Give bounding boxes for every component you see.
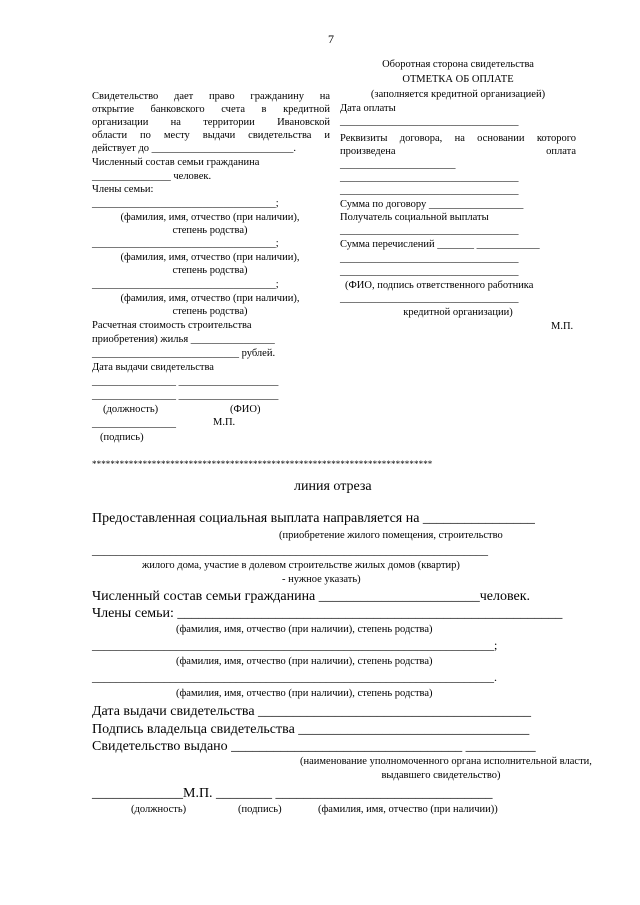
signature-fio-caption: (ФИО, подпись ответственного работника	[345, 280, 534, 291]
recipient-line: __________________________________	[340, 225, 519, 236]
intro-line-1: Свидетельство дает право гражданину на	[92, 91, 330, 102]
stub-fio-caption: (фамилия, имя, отчество (при наличии))	[318, 804, 498, 815]
stub-member-line-3: ___________________________________________________________________.	[92, 670, 497, 684]
purpose-caption-1: (приобретение жилого помещения, строительство	[279, 530, 503, 541]
sign-line: ________________	[92, 418, 176, 429]
requisites-blank-1: ______________________	[340, 159, 456, 170]
stub-position-caption: (должность)	[131, 804, 187, 815]
requisites-blank-2: __________________________________	[340, 172, 519, 183]
cost-line-3: ____________________________ рублей.	[92, 348, 276, 359]
purpose-caption-3: - нужное указать)	[282, 574, 361, 585]
family-count-line: _______________ человек.	[92, 171, 212, 182]
star-separator: **************************************************************************	[92, 459, 433, 469]
member-line-3: ___________________________________;	[92, 279, 279, 290]
signature-caption: (подпись)	[100, 432, 144, 443]
member-caption-1b: степень родства)	[172, 225, 248, 236]
cut-line-label: линия отреза	[294, 479, 372, 494]
position-caption: (должность)	[103, 404, 159, 415]
payment-date-line: __________________________________	[340, 116, 519, 127]
issue-date-label: Дата выдачи свидетельства	[92, 362, 214, 373]
payment-date-label: Дата оплаты	[340, 103, 396, 114]
blank-line-1: ________________ ___________________	[92, 376, 279, 387]
payment-directed: Предоставленная социальная выплата направляется на ________________	[92, 511, 535, 526]
stub-signature-caption: (подпись)	[238, 804, 282, 815]
intro-line-3: организации на территории Ивановской	[92, 117, 330, 128]
credit-org-caption: кредитной организации)	[403, 307, 513, 318]
member-caption-3b: степень родства)	[172, 306, 248, 317]
page-number: 7	[328, 32, 334, 46]
stub-sign-row: _____________М.П. ________ _______________________________	[92, 786, 493, 801]
blank-line-2: ________________ ___________________	[92, 390, 279, 401]
members-label: Члены семьи:	[92, 184, 154, 195]
family-count-label: Численный состав семьи гражданина	[92, 157, 260, 168]
right-header-3: (заполняется кредитной организацией)	[370, 89, 546, 100]
left-stamp: М.П.	[213, 417, 236, 428]
cost-line-2: приобретения) жилья ________________	[92, 334, 275, 345]
member-caption-2a: (фамилия, имя, отчество (при наличии),	[120, 252, 300, 263]
transfer-sum: Сумма перечислений _______ ____________	[340, 239, 540, 250]
member-caption-2b: степень родства)	[172, 265, 248, 276]
right-stamp: М.П.	[551, 321, 574, 332]
member-caption-1a: (фамилия, имя, отчество (при наличии),	[120, 212, 300, 223]
requisites-line-2a: произведена	[340, 146, 396, 157]
transfer-line-2: __________________________________	[340, 266, 519, 277]
stub-issue-date: Дата выдачи свидетельства _______________________________________	[92, 704, 532, 719]
stub-owner-signature: Подпись владельца свидетельства _________________________________	[92, 722, 530, 737]
authority-caption-1: (наименование уполномоченного органа исполнительной власти,	[300, 756, 592, 767]
stub-member-line-2: ___________________________________________________________________;	[92, 638, 498, 652]
intro-line-5: действует до ___________________________.	[92, 143, 297, 154]
requisites-blank-3: __________________________________	[340, 185, 519, 196]
requisites-line-2b: оплата	[546, 146, 576, 157]
stub-family-count: Численный состав семьи гражданина _______________________человек.	[92, 589, 531, 604]
right-header-2: ОТМЕТКА ОБ ОПЛАТЕ	[402, 74, 514, 85]
stub-members-label: Члены семьи: _______________________________________________________	[92, 606, 563, 621]
requisites-line-1: Реквизиты договора, на основании которого	[340, 133, 576, 144]
contract-sum: Сумма по договору __________________	[340, 199, 524, 210]
member-line-1: ___________________________________;	[92, 198, 279, 209]
intro-line-2: открытие банковского счета в кредитной	[92, 104, 330, 115]
purpose-caption-2: жилого дома, участие в долевом строительстве жилых домов (квартир)	[142, 560, 460, 571]
member-line-2: ___________________________________;	[92, 238, 279, 249]
purpose-line: __________________________________________________________________	[92, 543, 488, 557]
stub-member-caption-2: (фамилия, имя, отчество (при наличии), степень родства)	[176, 656, 433, 667]
authority-caption-2: выдавшего свидетельство)	[381, 770, 501, 781]
intro-line-4: области по месту выдачи свидетельства и	[92, 130, 330, 141]
fio-caption: (ФИО)	[230, 404, 261, 415]
cost-line-1: Расчетная стоимость строительства	[92, 320, 252, 331]
signature-line: __________________________________	[340, 293, 519, 304]
recipient-label: Получатель социальной выплаты	[340, 212, 489, 223]
right-header-1: Оборотная сторона свидетельства	[382, 59, 534, 70]
stub-issued-by: Свидетельство выдано _________________________________ __________	[92, 739, 536, 754]
stub-member-caption-1: (фамилия, имя, отчество (при наличии), степень родства)	[176, 624, 433, 635]
stub-member-caption-3: (фамилия, имя, отчество (при наличии), степень родства)	[176, 688, 433, 699]
member-caption-3a: (фамилия, имя, отчество (при наличии),	[120, 293, 300, 304]
transfer-line-1: __________________________________	[340, 253, 519, 264]
